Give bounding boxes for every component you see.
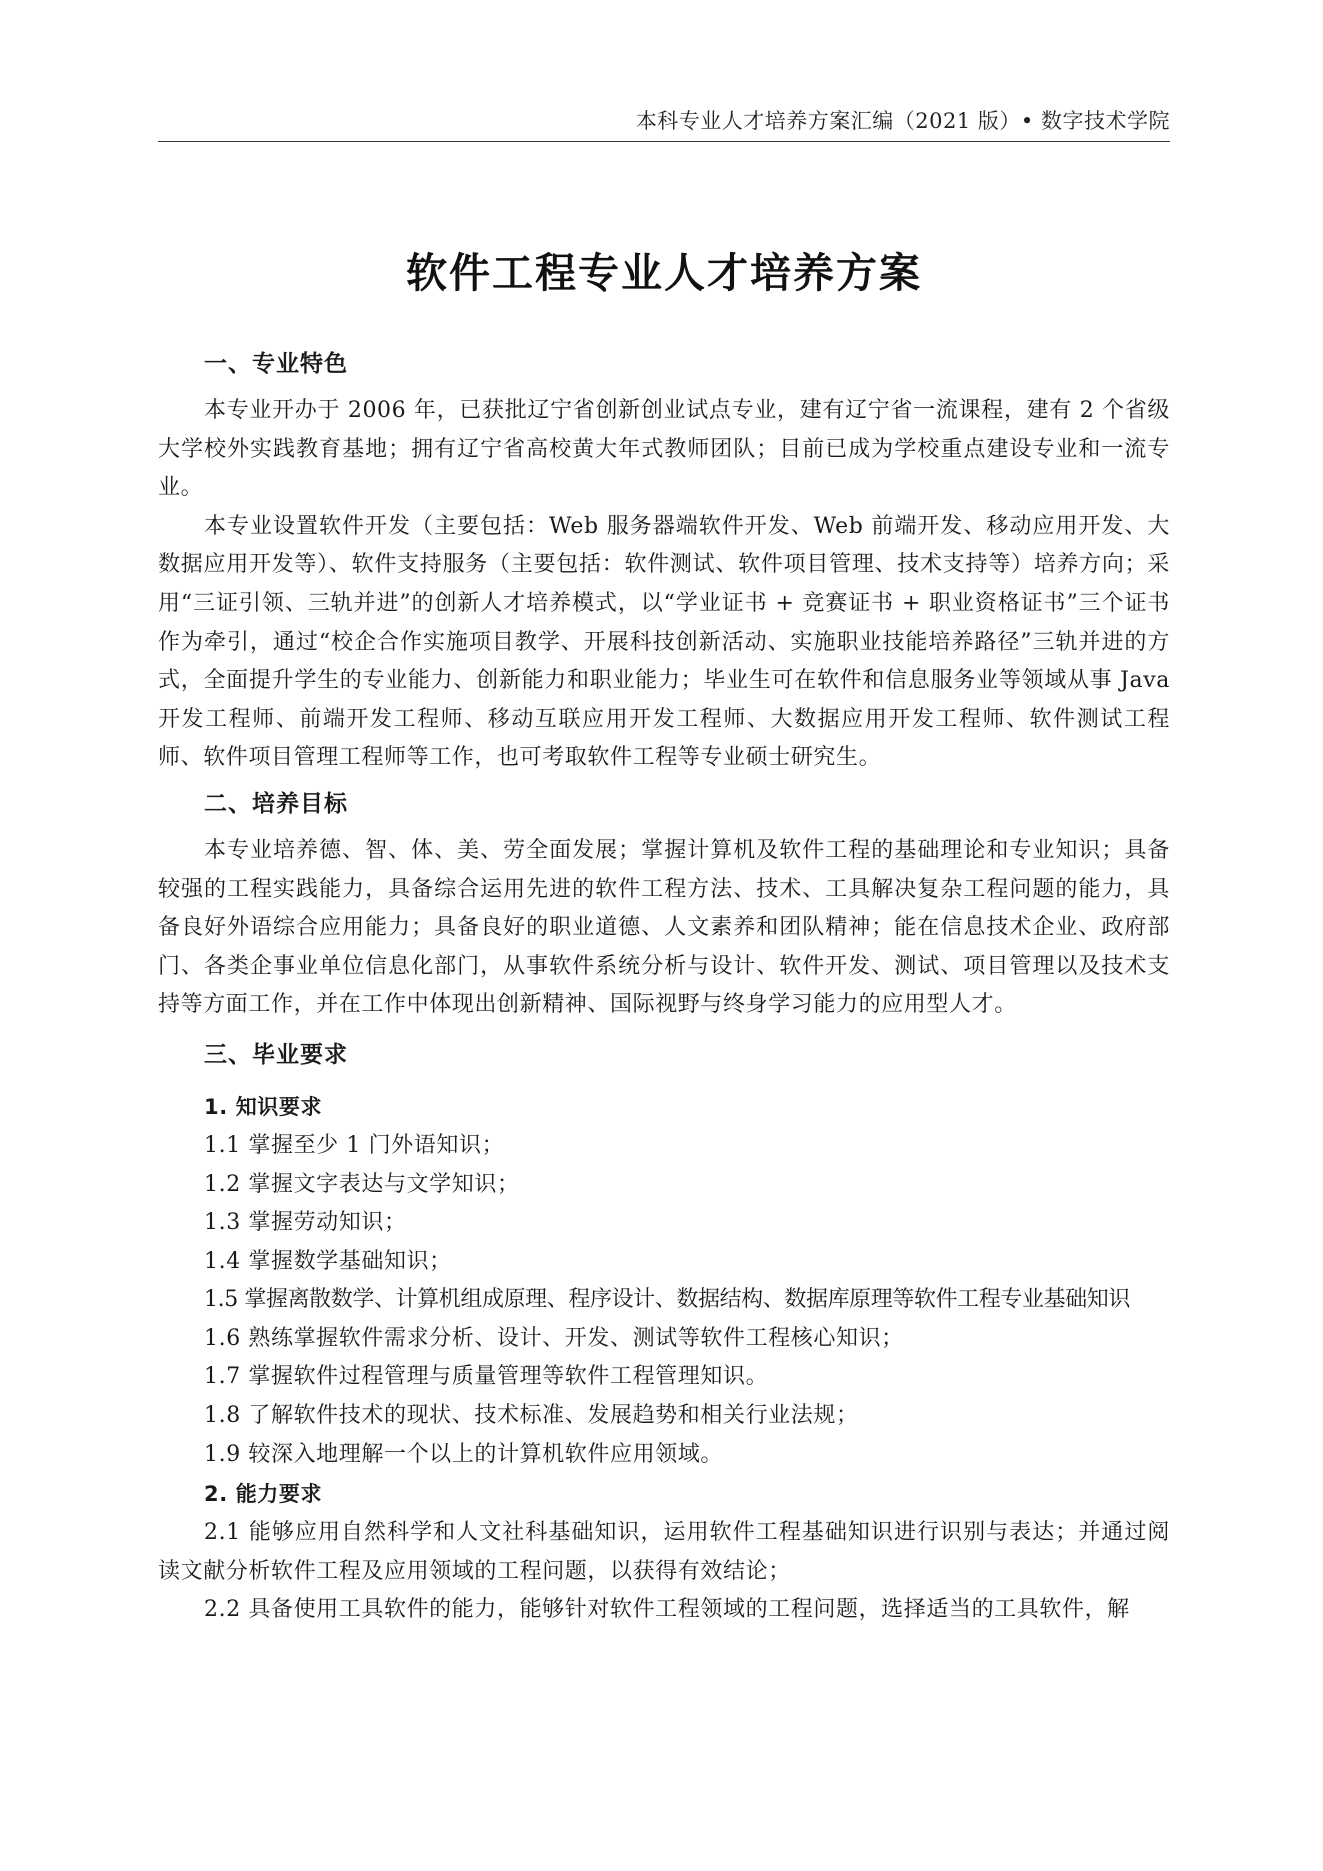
- section-heading-requirements: 三、毕业要求: [204, 1040, 348, 1068]
- document-body: [158, 342, 1170, 1630]
- knowledge-item: 1.2 掌握文字表达与文学知识；: [204, 1171, 520, 1197]
- paragraph-features-1: 本专业开办于 2006 年，已获批辽宁省创新创业试点专业，建有辽宁省一流课程，建有 2 个省级大学校外实践教育基地；拥有辽宁省高校黄大年式教师团队；目前已成为学校重点建设专业和一流专业。: [158, 398, 1170, 501]
- header-rule: [158, 141, 1170, 142]
- knowledge-item: 1.1 掌握至少 1 门外语知识；: [204, 1132, 505, 1158]
- section-heading-features: 一、专业特色: [204, 350, 348, 377]
- knowledge-item: 1.6 熟练掌握软件需求分析、设计、开发、测试等软件工程核心知识；: [204, 1325, 904, 1351]
- ability-item: 2.1 能够应用自然科学和人文社科基础知识，运用软件工程基础知识进行识别与表达；并通过阅读文献分析软件工程及应用领域的工程问题，以获得有效结论；: [158, 1520, 1170, 1584]
- knowledge-item: 1.8 了解软件技术的现状、技术标准、发展趋势和相关行业法规；: [204, 1403, 859, 1429]
- knowledge-item: 1.5 掌握离散数学、计算机组成原理、程序设计、数据结构、数据库原理等软件工程专业基础知识: [204, 1287, 1130, 1313]
- document-title: 软件工程专业人才培养方案: [406, 249, 922, 298]
- paragraph-features-2: 本专业设置软件开发（主要包括：Web 服务器端软件开发、Web 前端开发、移动应用开发、大数据应用开发等）、软件支持服务（主要包括：软件测试、软件项目管理、技术支持等）培养方向；采用“三证引领、三轨并进”的创新人才培养模式，以“学业证书 + 竞赛证书 + 职业资格证书”三个证书作为牵引，通过“校企合作实施项目教学、开展科技创新活动、实施职业技能培养路径”三轨并进的方式，全面提升学生的专业能力、创新能力和职业能力；毕业生可在软件和信息服务业等领域从事 Java 开发工程师、前端开发工程师、移动互联应用开发工程师、大数据应用开发工程师、软件测试工程师、软件项目管理工程师等工作，也可考取软件工程等专业硕士研究生。: [158, 513, 1170, 771]
- subheading-ability: 2. 能力要求: [204, 1482, 323, 1507]
- knowledge-item: 1.7 掌握软件过程管理与质量管理等软件工程管理知识。: [204, 1364, 769, 1390]
- knowledge-item: 1.4 掌握数学基础知识；: [204, 1248, 452, 1274]
- section-heading-objectives: 二、培养目标: [204, 789, 348, 817]
- ability-item: 2.2 具备使用工具软件的能力，能够针对软件工程领域的工程问题，选择适当的工具软件，解: [204, 1597, 1130, 1623]
- subheading-knowledge: 1. 知识要求: [204, 1094, 323, 1119]
- knowledge-item: 1.3 掌握劳动知识；: [204, 1210, 407, 1236]
- running-header: 本科专业人才培养方案汇编（2021 版）• 数字技术学院: [635, 109, 1170, 133]
- knowledge-item: 1.9 较深入地理解一个以上的计算机软件应用领域。: [204, 1441, 723, 1467]
- paragraph-objectives: 本专业培养德、智、体、美、劳全面发展；掌握计算机及软件工程的基础理论和专业知识；具备较强的工程实践能力，具备综合运用先进的软件工程方法、技术、工具解决复杂工程问题的能力，具备良好外语综合应用能力；具备良好的职业道德、人文素养和团队精神；能在信息技术企业、政府部门、各类企事业单位信息化部门，从事软件系统分析与设计、软件开发、测试、项目管理以及技术支持等方面工作，并在工作中体现出创新精神、国际视野与终身学习能力的应用型人才。: [158, 837, 1170, 1018]
